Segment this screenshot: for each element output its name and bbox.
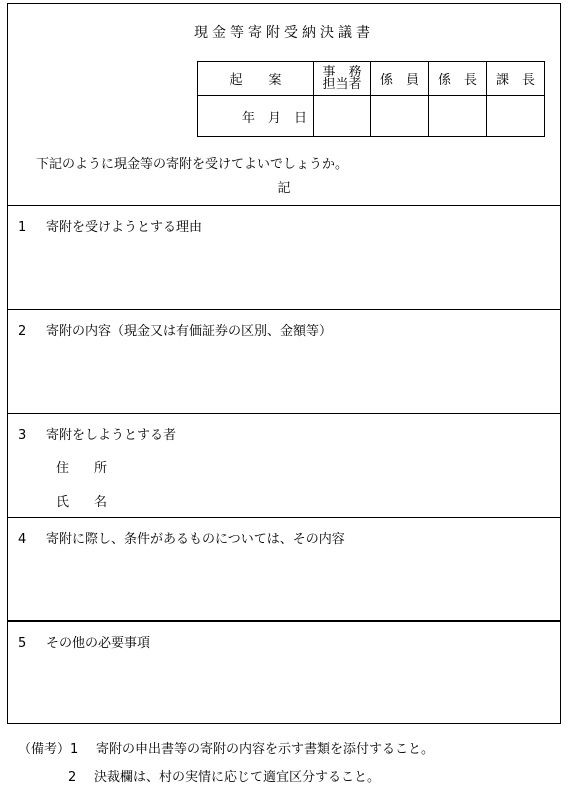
kacho-header: 課 長: [487, 62, 545, 96]
section-3-text: 寄附をしようとする者: [46, 428, 177, 443]
section-5-text: その他の必要事項: [46, 636, 151, 651]
tanto-line2: 担当者: [322, 76, 362, 92]
tanto-stamp-cell[interactable]: [314, 96, 371, 137]
kakari-in-header: 係 員: [371, 62, 429, 96]
ki-heading: 記: [277, 181, 291, 196]
section-2-label: [18, 320, 332, 339]
section-4[interactable]: [8, 517, 560, 621]
form-title: 現金等寄附受納決議書: [194, 25, 374, 41]
intro-text: 下記のように現金等の寄附を受けてよいでしょうか。: [36, 157, 349, 172]
donor-name-label: 氏 名: [56, 495, 114, 510]
note-1-num: 1: [70, 742, 79, 757]
notes-prefix: （備考）: [18, 742, 71, 757]
note-1: [18, 738, 434, 757]
kakari-cho-header: 係 長: [429, 62, 487, 96]
section-1[interactable]: [8, 205, 560, 309]
section-3[interactable]: [8, 413, 560, 517]
tanto-line1: 事 務: [322, 64, 362, 80]
kakari-cho-stamp-cell[interactable]: [429, 96, 487, 137]
date-cell[interactable]: 年 月 日: [198, 96, 314, 137]
section-2-num: 2: [18, 324, 27, 339]
note-2-text: 決裁欄は、村の実情に応じて適宜区分すること。: [94, 770, 381, 785]
section-5-label: [18, 632, 150, 651]
note-2-num: 2: [68, 770, 77, 785]
donor-address-label: 住 所: [56, 461, 114, 476]
section-1-num: 1: [18, 220, 27, 235]
section-3-label: [18, 424, 176, 443]
section-5[interactable]: [7, 621, 561, 724]
section-3-num: 3: [18, 428, 27, 443]
section-2[interactable]: [8, 309, 560, 413]
note-2: [68, 766, 380, 785]
note-1-text: 寄附の申出書等の寄附の内容を示す書類を添付すること。: [96, 742, 435, 757]
section-1-text: 寄附を受けようとする理由: [46, 220, 203, 235]
section-4-label: [18, 528, 345, 547]
kacho-stamp-cell[interactable]: [487, 96, 545, 137]
section-2-text: 寄附の内容（現金又は有価証券の区別、金額等）: [46, 324, 333, 339]
section-4-num: 4: [18, 532, 27, 547]
approval-table: [197, 61, 545, 137]
kakari-in-stamp-cell[interactable]: [371, 96, 429, 137]
form-frame: [7, 3, 561, 724]
section-4-text: 寄附に際し、条件があるものについては、その内容: [46, 532, 345, 547]
section-1-label: [18, 216, 202, 235]
tanto-header: [314, 62, 371, 96]
section-5-num: 5: [18, 636, 27, 651]
kian-header: 起 案: [198, 62, 314, 96]
